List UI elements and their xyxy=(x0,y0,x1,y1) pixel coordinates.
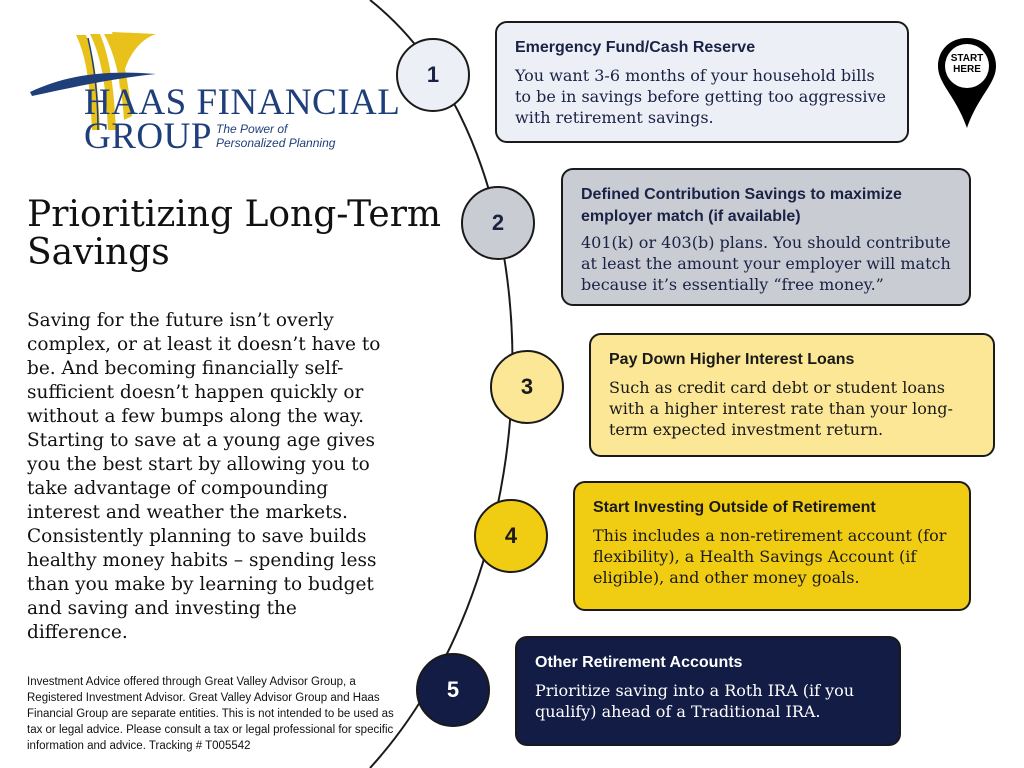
legal-disclaimer: Investment Advice offered through Great Valley Advisor Group, a Registered Investment Advisor. Great Valley Advisor Group and Haas Financial Group are separate entities. This is not intended to be used as tax or legal advice. Please consult a tax or legal professional for specific information and advice. Tracking # T005542 xyxy=(27,676,394,752)
step-3-body: Such as credit card debt or student loans with a higher interest rate than your long-term expected investment return. xyxy=(609,378,953,439)
step-1-number: 1 xyxy=(426,62,440,87)
step-1-title: Emergency Fund/Cash Reserve xyxy=(515,39,756,56)
step-5-card xyxy=(515,636,901,746)
map-pin-icon xyxy=(936,36,998,132)
company-name-line2: GROUP xyxy=(84,116,212,157)
step-3-card xyxy=(589,333,995,457)
step-4-title: Start Investing Outside of Retirement xyxy=(593,499,876,516)
step-2-number: 2 xyxy=(491,210,505,235)
company-name-line1: HAAS FINANCIAL xyxy=(84,82,401,123)
company-logo xyxy=(28,30,401,160)
step-4-number: 4 xyxy=(504,523,518,548)
step-1-circle xyxy=(396,38,470,112)
step-1-body: You want 3-6 months of your household bills to be in savings before getting too aggressive with retirement savings. xyxy=(515,66,886,127)
start-here-label: START HERE xyxy=(950,53,984,75)
step-1-card xyxy=(495,21,909,143)
step-2-card xyxy=(561,168,971,306)
step-4-circle xyxy=(474,499,548,573)
step-5-body: Prioritize saving into a Roth IRA (if you qualify) ahead of a Traditional IRA. xyxy=(535,681,855,721)
step-5-title: Other Retirement Accounts xyxy=(535,654,743,671)
intro-paragraph: Saving for the future isn’t overly complex, or at least it doesn’t have to be. And becoming financially self-sufficient doesn’t happen quickly or without a few bumps along the way. Starting to save at a young age gives you the best start by allowing you to take advantage of compounding interest and weather the markets. Consistently planning to save builds healthy money habits – spending less than you make by learning to budget and saving and investing the difference. xyxy=(27,310,381,643)
step-2-circle xyxy=(461,186,535,260)
company-tagline: The Power of Personalized Planning xyxy=(216,122,336,150)
step-4-body: This includes a non-retirement account (for flexibility), a Health Savings Account (if eligible), and other money goals. xyxy=(593,526,947,587)
step-5-number: 5 xyxy=(446,677,460,702)
step-4-card xyxy=(573,481,971,611)
step-3-number: 3 xyxy=(520,374,534,399)
step-2-title: Defined Contribution Savings to maximize employer match (if available) xyxy=(581,186,902,225)
step-5-circle xyxy=(416,653,490,727)
step-2-body: 401(k) or 403(b) plans. You should contribute at least the amount your employer will match because it’s essentially “free money.” xyxy=(581,233,951,294)
step-3-circle xyxy=(490,350,564,424)
page-title: Prioritizing Long-Term Savings xyxy=(27,194,442,273)
step-3-title: Pay Down Higher Interest Loans xyxy=(609,351,855,368)
